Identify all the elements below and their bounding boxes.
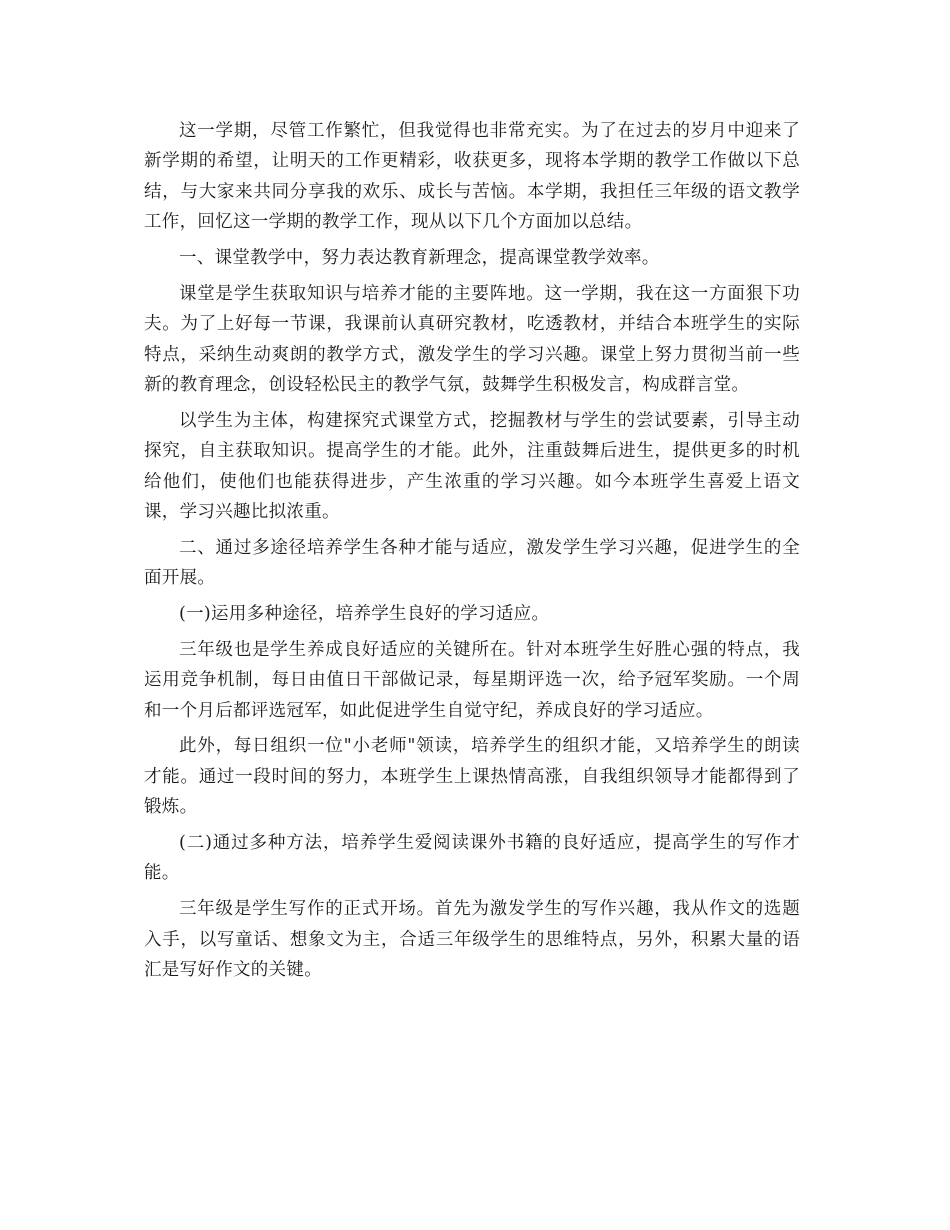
subheading-2-1: (一)运用多种途径，培养学生良好的学习适应。 — [179, 604, 550, 625]
paragraph-classroom: 课堂是学生获取知识与培养才能的主要阵地。这一学期，我在这一方面狠下功夫。为了上好每一节课，我课前认真研究教材，吃透教材，并结合本班学生的实际特点，采纳生动爽朗的教学方式，激发学生的学习兴趣。课堂上努力贯彻当前一些新的教育理念，创设轻松民主的教学气氛，鼓舞学生积极发言，构成群言堂。 — [144, 283, 800, 396]
subheading-2-2: (二)通过多种方法，培养学生爱阅读课外书籍的良好适应，提高学生的写作才能。 — [144, 833, 800, 884]
paragraph-writing: 三年级是学生写作的正式开场。首先为激发学生的写作兴趣，我从作文的选题入手，以写童话、想象文为主，合适三年级学生的思维特点，另外，积累大量的语汇是写好作文的关键。 — [144, 899, 800, 981]
heading-section-2: 二、通过多途径培养学生各种才能与适应，激发学生学习兴趣，促进学生的全面开展。 — [144, 537, 800, 589]
paragraph-habits: 三年级也是学生养成良好适应的关键所在。针对本班学生好胜心强的特点，我运用竞争机制，每日由值日干部做记录，每星期评选一次，给予冠军奖励。一个周和一个月后都评选冠军，如此促进学生自觉守纪，养成良好的学习适应。 — [144, 639, 800, 721]
paragraph-student-centered: 以学生为主体，构建探究式课堂方式，挖掘教材与学生的尝试要素，引导主动探究，自主获取知识。提高学生的才能。此外，注重鼓舞后进生，提供更多的时机给他们，使他们也能获得进步，产生浓重的学习兴趣。如今本班学生喜爱上语文课，学习兴趣比拟浓重。 — [144, 410, 800, 523]
paragraph-intro: 这一学期，尽管工作繁忙，但我觉得也非常充实。为了在过去的岁月中迎来了新学期的希望，让明天的工作更精彩，收获更多，现将本学期的教学工作做以下总结，与大家来共同分享我的欢乐、成长与苦恼。本学期，我担任三年级的语文教学工作，回忆这一学期的教学工作，现从以下几个方面加以总结。 — [144, 121, 800, 233]
heading-section-1: 一、课堂教学中，努力表达教育新理念，提高课堂教学效率。 — [179, 248, 660, 269]
document-page — [144, 116, 800, 991]
paragraph-little-teacher: 此外，每日组织一位"小老师"领读，培养学生的组织才能，又培养学生的朗读才能。通过一段时间的努力，本班学生上课热情高涨，自我组织领导才能都得到了锻炼。 — [144, 736, 800, 818]
